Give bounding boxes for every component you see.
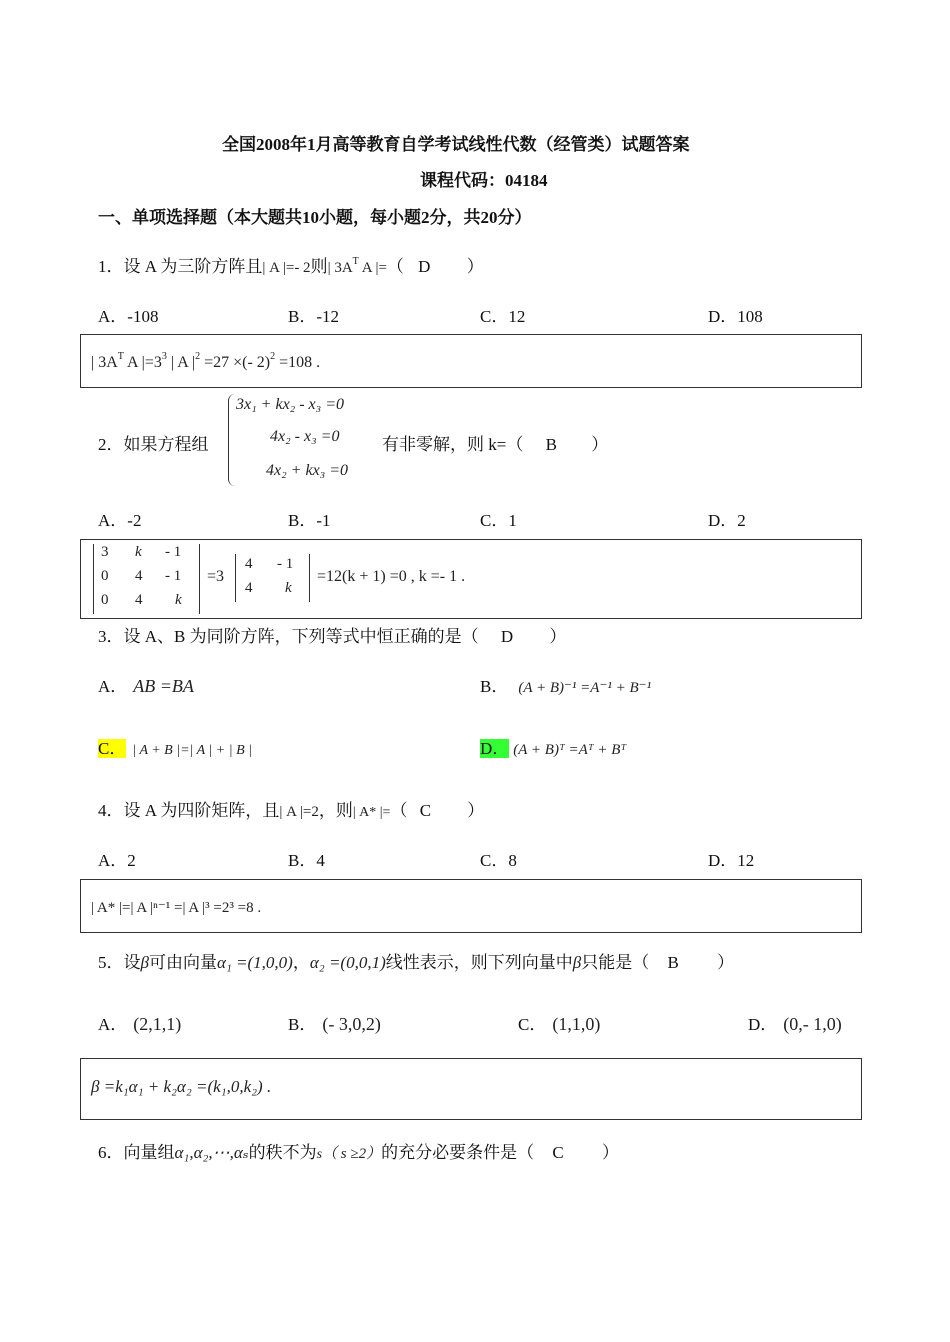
det2-right-bar [309, 554, 310, 602]
question-6: 6．向量组α₁,α₂,⋯,αₛ的秩不为s（ s ≥2）的充分必要条件是（ C ） [98, 1143, 619, 1162]
det3-cell: 0 [101, 592, 109, 608]
q4-option-b: B．4 [288, 851, 325, 870]
q3-paren-close: ） [549, 627, 567, 646]
q2-paren-close: ） [591, 435, 609, 454]
q1-condition: | A |=- 2 [262, 260, 311, 276]
q2-equation-2: 4x₂ - x₃ =0 [270, 428, 340, 445]
q1-expression: | $3A^T$ A |= [327, 256, 387, 276]
q6-answer: C [552, 1143, 564, 1162]
q1-solution: | $3A^T$ A $|=3^3$ | A $|^2 =27$ ×(- 2)$^2$ =108 . [91, 351, 321, 371]
course-code: 课程代码：04184 [420, 171, 548, 190]
q1-paren-open: （ [386, 257, 404, 276]
det2-left-bar [235, 554, 236, 602]
q3-option-a: A． AB =BA [98, 676, 194, 696]
det3-cell: k [175, 592, 182, 608]
q4-option-a: A．2 [98, 851, 136, 870]
q1-solution-box [80, 334, 862, 388]
q2-option-b: B．-1 [288, 511, 331, 530]
q4-option-d: D．12 [708, 851, 755, 870]
det3-cell: 3 [101, 544, 109, 560]
document-title: 全国2008年1月高等教育自学考试线性代数（经管类）试题答案 [222, 135, 690, 154]
q6-paren-close: ） [601, 1143, 619, 1162]
det2-cell: k [285, 580, 292, 596]
q4-expression: | A* |= [352, 805, 391, 820]
det3-cell: 4 [135, 592, 143, 608]
q4-solution-box [80, 879, 862, 933]
q2-answer: B [545, 435, 557, 454]
q2-option-a: A．-2 [98, 511, 142, 530]
q2-system-brace [228, 394, 235, 486]
q1-option-b: B．-12 [288, 307, 339, 326]
q5-option-b: B． (- 3,0,2) [288, 1014, 381, 1034]
q4-answer: C [419, 801, 432, 820]
q5-solution: β =k₁α₁ + k₂α₂ =(k₁,0,k₂) . [91, 1077, 272, 1096]
q2-option-c: C．1 [480, 511, 517, 530]
q1-answer: D [418, 257, 431, 276]
q5-solution-box [80, 1058, 862, 1120]
question-5: 5．设β可由向量α₁ =(1,0,0)，α₂ =(0,0,1)线性表示，则下列向量中β只能是（ B ） [98, 953, 735, 972]
question-3: 3．设 A、B 为同阶方阵，下列等式中恒正确的是（ D ） [98, 627, 567, 646]
det3-cell: k [135, 544, 142, 560]
det2-cell: - 1 [277, 556, 294, 572]
det3-left-bar [93, 544, 94, 614]
q2-eq-mid: =3 [207, 568, 225, 585]
q5-option-d: D． (0,- 1,0) [748, 1014, 842, 1034]
det3-cell: 4 [135, 568, 143, 584]
q3-option-d: D． (A + B)ᵀ =Aᵀ + Bᵀ [480, 739, 627, 758]
q1-option-d: D．108 [708, 307, 763, 326]
q1-prefix: 1．设 A 为三阶方阵且 [98, 257, 263, 276]
q2-equation-1: 3x₁ + kx₂ - x₃ =0 [236, 396, 345, 413]
q2-solution-tail: =12(k + 1) =0 , k =- 1 . [317, 568, 466, 585]
q3-answer: D [500, 627, 514, 646]
det3-cell: - 1 [165, 544, 182, 560]
q2-solution-box [80, 539, 862, 619]
det3-right-bar [199, 544, 200, 614]
section-heading: 一、单项选择题（本大题共10小题，每小题2分，共20分） [98, 208, 532, 227]
q3-option-b: B． (A + B)⁻¹ =A⁻¹ + B⁻¹ [480, 677, 652, 696]
q2-equation-3: 4x₂ + kx₃ =0 [266, 462, 349, 479]
q4-option-c: C．8 [480, 851, 517, 870]
q1-mid: 则 [310, 257, 328, 276]
q1-option-a: A．-108 [98, 307, 159, 326]
q2-prefix: 2．如果方程组 [98, 435, 209, 454]
q4-paren-close: ） [467, 801, 485, 820]
highlight-green: D． [480, 739, 510, 758]
highlight-yellow: C． [98, 739, 127, 758]
question-4: 4．设 A 为四阶矩阵，且| A |=2，则| A* |=（ C ） [98, 801, 485, 820]
q2-suffix: 有非零解，则 k=（ B ） [382, 435, 609, 454]
q1-paren-close: ） [466, 257, 484, 276]
q5-answer: B [667, 953, 679, 972]
q5-option-a: A． (2,1,1) [98, 1014, 182, 1034]
det3-cell: 0 [101, 568, 109, 584]
det2-cell: 4 [245, 580, 253, 596]
det2-cell: 4 [245, 556, 253, 572]
q2-option-d: D．2 [708, 511, 746, 530]
q4-condition: | A |=2 [279, 804, 319, 820]
q3-option-c: C． | A + B |=| A | + | B | [98, 739, 252, 758]
q1-option-c: C．12 [480, 307, 526, 326]
q5-paren-close: ） [717, 953, 735, 972]
q4-solution: | A* |=| A |ⁿ⁻¹ =| A |³ =2³ =8 . [91, 900, 262, 916]
q5-option-c: C． (1,1,0) [518, 1014, 601, 1034]
det3-cell: - 1 [165, 568, 182, 584]
question-1 [98, 252, 484, 277]
